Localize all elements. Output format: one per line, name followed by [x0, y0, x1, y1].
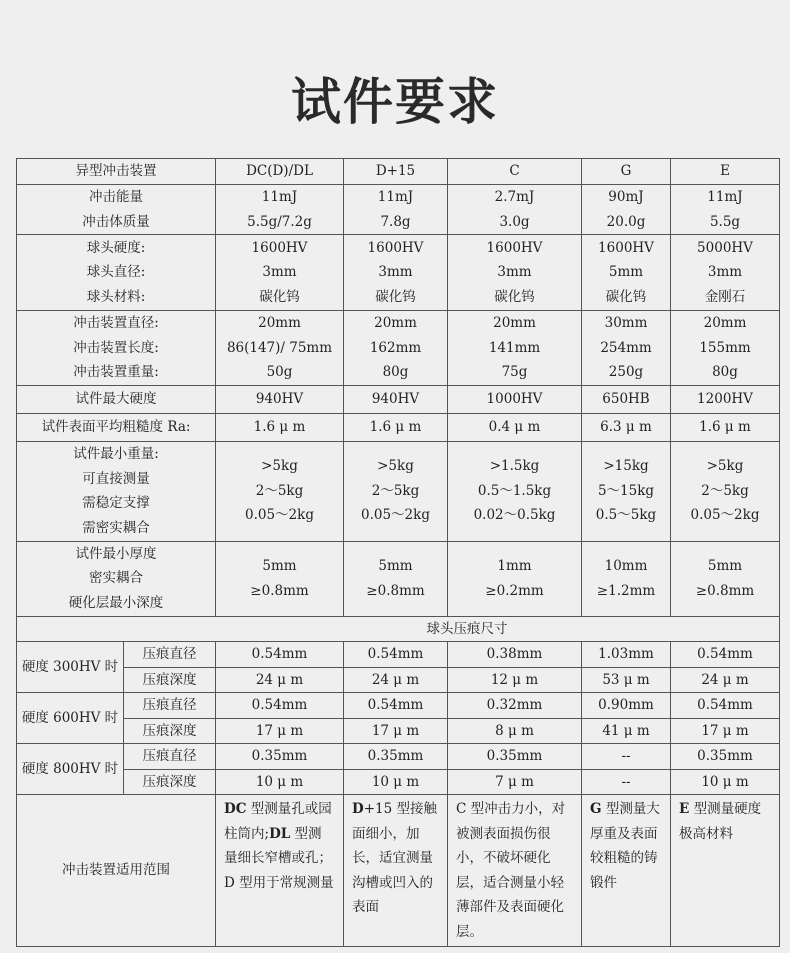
- cell-line: 3mm: [497, 264, 532, 281]
- value-cell: 53 μ m: [582, 667, 671, 693]
- cell-line: 球头材料:: [86, 288, 146, 305]
- value-cell: 7 μ m: [448, 769, 582, 795]
- cell-line: 20mm: [258, 315, 301, 331]
- cell-line: 冲击装置重量:: [73, 364, 159, 380]
- value-cell: 17 μ m: [344, 718, 448, 744]
- value-cell: [448, 441, 582, 541]
- indent-sub-label: 压痕深度: [124, 667, 216, 693]
- cell-line: 0.05～2kg: [361, 507, 430, 524]
- value-cell: 10 μ m: [671, 769, 780, 795]
- value-cell: 1.03mm: [582, 642, 671, 668]
- indent-sub-label: 压痕深度: [124, 769, 216, 795]
- scope-model-code: DL: [269, 825, 291, 842]
- cell-line: >15kg: [603, 458, 649, 475]
- header-column: DC(D)/DL: [216, 159, 344, 185]
- cell-line: 0.05～2kg: [690, 507, 760, 524]
- cell-line: 5mm: [262, 558, 297, 574]
- cell-line: 30mm: [604, 315, 648, 331]
- cell-line: >5kg: [706, 458, 744, 475]
- value-cell: [671, 541, 780, 616]
- value-cell: [671, 441, 780, 541]
- scope-cell-g: [582, 795, 671, 947]
- value-cell: 41 μ m: [582, 718, 671, 744]
- page-title: 试件要求: [291, 73, 499, 131]
- scope-description: 型测量细长窄槽或孔；D 型用于常规测量: [224, 825, 334, 891]
- value-cell: [582, 541, 671, 616]
- cell-line: 1mm: [497, 558, 532, 574]
- value-cell: 0.90mm: [582, 693, 671, 719]
- value-cell: 0.54mm: [216, 693, 344, 719]
- value-cell: 6.3 μ m: [582, 413, 671, 441]
- cell-line: 碳化钨: [259, 288, 300, 305]
- indent-row-diameter: [17, 744, 780, 770]
- value-cell: 650HB: [582, 385, 671, 413]
- cell-line: 162mm: [369, 339, 422, 356]
- cell-line: 3mm: [378, 264, 413, 281]
- row-label: [17, 541, 216, 616]
- cell-line: 11mJ: [377, 189, 414, 205]
- row-label: 试件最大硬度: [17, 385, 216, 413]
- cell-line: 141mm: [488, 339, 541, 356]
- cell-line: ≥0.2mm: [485, 582, 544, 599]
- cell-line: 0.02～0.5kg: [473, 507, 556, 524]
- value-cell: 1.6 μ m: [344, 413, 448, 441]
- value-cell: [448, 235, 582, 311]
- value-cell: [344, 311, 448, 386]
- table-row-max-hardness: [17, 385, 780, 413]
- scope-model-code: D: [352, 801, 364, 817]
- cell-line: 5.5g: [709, 213, 741, 230]
- value-cell: [448, 311, 582, 386]
- cell-line: 3mm: [707, 264, 743, 281]
- value-cell: 24 μ m: [344, 667, 448, 693]
- cell-line: 球头硬度:: [86, 239, 146, 256]
- cell-line: 3mm: [262, 264, 297, 281]
- row-label: [17, 441, 216, 541]
- cell-line: 250g: [608, 364, 644, 380]
- cell-line: 0.5～5kg: [595, 507, 657, 524]
- cell-line: 冲击体质量: [82, 213, 150, 230]
- cell-line: 2.7mJ: [494, 189, 535, 205]
- value-cell: 24 μ m: [671, 667, 780, 693]
- cell-line: ≥0.8mm: [366, 582, 425, 599]
- value-cell: [216, 441, 344, 541]
- cell-line: 试件最小厚度: [75, 545, 157, 562]
- table-row-min-weight: [17, 441, 780, 541]
- value-cell: 0.35mm: [344, 744, 448, 770]
- value-cell: 17 μ m: [216, 718, 344, 744]
- cell-line: 1600HV: [598, 239, 654, 256]
- cell-line: 50g: [266, 364, 293, 380]
- value-cell: [448, 185, 582, 235]
- indent-row-depth: [17, 718, 780, 744]
- cell-line: 5mm: [608, 264, 644, 281]
- indent-row-diameter: [17, 693, 780, 719]
- header-row: [17, 159, 780, 185]
- value-cell: [671, 235, 780, 311]
- cell-line: >5kg: [377, 458, 414, 475]
- cell-line: 155mm: [699, 339, 751, 356]
- indent-sub-label: 压痕深度: [124, 718, 216, 744]
- cell-line: 5mm: [707, 558, 743, 574]
- indent-sub-label: 压痕直径: [124, 744, 216, 770]
- value-cell: 0.54mm: [344, 642, 448, 668]
- value-cell: [448, 541, 582, 616]
- cell-line: 5.5g/7.2g: [247, 213, 312, 230]
- cell-line: 金刚石: [704, 288, 746, 305]
- scope-model-code: G: [590, 801, 602, 817]
- value-cell: 0.54mm: [216, 642, 344, 668]
- header-column: E: [671, 159, 780, 185]
- cell-line: 1600HV: [486, 239, 543, 256]
- scope-description: C 型冲击力小，对被测表面损伤很小，不破坏硬化层，适合测量小轻薄部件及表面硬化层。: [456, 801, 566, 940]
- scope-cell-e: [671, 795, 780, 947]
- value-cell: 0.35mm: [448, 744, 582, 770]
- value-cell: [582, 311, 671, 386]
- scope-model-code: DC: [224, 801, 247, 817]
- table-row-roughness: [17, 413, 780, 441]
- value-cell: 1000HV: [448, 385, 582, 413]
- value-cell: [582, 441, 671, 541]
- indent-section-title-row: [17, 616, 780, 642]
- scope-label: 冲击装置适用范围: [17, 795, 216, 947]
- cell-line: 碳化钨: [494, 288, 535, 305]
- scope-description: +15 型接触面细小，加长，适宜测量沟槽或凹入的表面: [352, 801, 437, 915]
- cell-line: 密实耦合: [89, 570, 143, 587]
- cell-line: 5～15kg: [597, 482, 655, 499]
- header-label: 异型冲击装置: [17, 159, 216, 185]
- cell-line: 1600HV: [251, 239, 308, 256]
- header-column: D+15: [344, 159, 448, 185]
- cell-line: 80g: [382, 364, 409, 380]
- value-cell: [216, 185, 344, 235]
- value-cell: 0.4 μ m: [448, 413, 582, 441]
- value-cell: 940HV: [216, 385, 344, 413]
- hardness-group-label: 硬度 300HV 时: [17, 642, 124, 693]
- value-cell: 1.6 μ m: [671, 413, 780, 441]
- cell-line: 86(147)/ 75mm: [226, 339, 333, 356]
- value-cell: 10 μ m: [344, 769, 448, 795]
- cell-line: 0.05～2kg: [245, 507, 314, 524]
- value-cell: [216, 235, 344, 311]
- value-cell: 0.35mm: [671, 744, 780, 770]
- row-label: [17, 185, 216, 235]
- table-row-energy: [17, 185, 780, 235]
- value-cell: [216, 541, 344, 616]
- cell-line: 20mm: [493, 315, 536, 331]
- cell-line: 80g: [712, 364, 738, 380]
- hardness-group-label: 硬度 800HV 时: [17, 744, 124, 795]
- value-cell: [216, 311, 344, 386]
- indent-sub-label: 压痕直径: [124, 642, 216, 668]
- scope-description: 型测量孔或园柱筒内;: [224, 801, 332, 842]
- cell-line: 10mm: [604, 558, 648, 574]
- value-cell: [344, 185, 448, 235]
- cell-line: 1600HV: [367, 239, 424, 256]
- value-cell: 10 μ m: [216, 769, 344, 795]
- row-label: [17, 235, 216, 311]
- cell-line: 硬化层最小深度: [68, 594, 164, 611]
- scope-description: 型测量大厚重及表面较粗糙的铸锻件: [590, 801, 660, 891]
- header-column: C: [448, 159, 582, 185]
- header-column: G: [582, 159, 671, 185]
- cell-line: 20mm: [374, 315, 417, 331]
- cell-line: 需密实耦合: [82, 519, 150, 536]
- cell-line: >1.5kg: [489, 458, 540, 475]
- indent-row-diameter: [17, 642, 780, 668]
- cell-line: ≥0.8mm: [695, 582, 755, 599]
- cell-line: 碳化钨: [375, 288, 416, 305]
- scope-cell-dc: [216, 795, 344, 947]
- value-cell: [671, 311, 780, 386]
- value-cell: [582, 235, 671, 311]
- cell-line: 冲击装置直径:: [73, 315, 159, 331]
- value-cell: 1200HV: [671, 385, 780, 413]
- cell-line: 5000HV: [697, 239, 753, 256]
- table-row-device: [17, 311, 780, 386]
- value-cell: 0.54mm: [344, 693, 448, 719]
- cell-line: 2～5kg: [255, 482, 304, 499]
- specimen-requirements-table: [16, 158, 780, 947]
- table-row-min-thickness: [17, 541, 780, 616]
- row-label: [17, 311, 216, 386]
- cell-line: 需稳定支撑: [82, 495, 150, 511]
- cell-line: 冲击能量: [89, 189, 143, 205]
- cell-line: 20.0g: [606, 213, 646, 230]
- value-cell: 940HV: [344, 385, 448, 413]
- value-cell: 0.54mm: [671, 642, 780, 668]
- cell-line: >5kg: [261, 458, 298, 475]
- indent-row-depth: [17, 667, 780, 693]
- cell-line: 11mJ: [261, 189, 298, 205]
- cell-line: 碳化钨: [605, 288, 647, 305]
- indent-row-depth: [17, 769, 780, 795]
- value-cell: 17 μ m: [671, 718, 780, 744]
- cell-line: 试件最小重量:: [73, 446, 159, 462]
- value-cell: 24 μ m: [216, 667, 344, 693]
- cell-line: 20mm: [703, 315, 747, 331]
- value-cell: 0.38mm: [448, 642, 582, 668]
- cell-line: 5mm: [378, 558, 413, 574]
- scope-cell-d15: [344, 795, 448, 947]
- value-cell: --: [582, 744, 671, 770]
- value-cell: [671, 185, 780, 235]
- value-cell: [344, 441, 448, 541]
- cell-line: 2～5kg: [371, 482, 420, 499]
- cell-line: 75g: [501, 364, 528, 380]
- cell-line: 可直接测量: [82, 470, 150, 487]
- cell-line: 90mJ: [608, 189, 644, 205]
- value-cell: [344, 541, 448, 616]
- row-label: 试件表面平均粗糙度 Ra:: [17, 413, 216, 441]
- value-cell: 0.32mm: [448, 693, 582, 719]
- cell-line: 冲击装置长度:: [73, 339, 159, 356]
- value-cell: 1.6 μ m: [216, 413, 344, 441]
- table-row-scope: [17, 795, 780, 947]
- scope-model-code: E: [679, 801, 690, 817]
- cell-line: ≥0.8mm: [250, 582, 309, 599]
- value-cell: 0.54mm: [671, 693, 780, 719]
- value-cell: [582, 185, 671, 235]
- scope-cell-c: [448, 795, 582, 947]
- indent-sub-label: 压痕直径: [124, 693, 216, 719]
- cell-line: 3.0g: [499, 213, 530, 230]
- cell-line: 0.5～1.5kg: [477, 482, 552, 499]
- value-cell: --: [582, 769, 671, 795]
- cell-line: 254mm: [600, 339, 652, 356]
- cell-line: ≥1.2mm: [596, 582, 656, 599]
- cell-line: 球头直径:: [86, 264, 146, 281]
- value-cell: 12 μ m: [448, 667, 582, 693]
- value-cell: 8 μ m: [448, 718, 582, 744]
- cell-line: 2～5kg: [701, 482, 749, 499]
- indent-section-title: 球头压痕尺寸: [17, 616, 780, 642]
- cell-line: 7.8g: [380, 213, 411, 230]
- hardness-group-label: 硬度 600HV 时: [17, 693, 124, 744]
- scope-description: 型测量硬度极高材料: [679, 801, 762, 842]
- table-row-ball: [17, 235, 780, 311]
- value-cell: [344, 235, 448, 311]
- cell-line: 11mJ: [707, 189, 743, 205]
- value-cell: 0.35mm: [216, 744, 344, 770]
